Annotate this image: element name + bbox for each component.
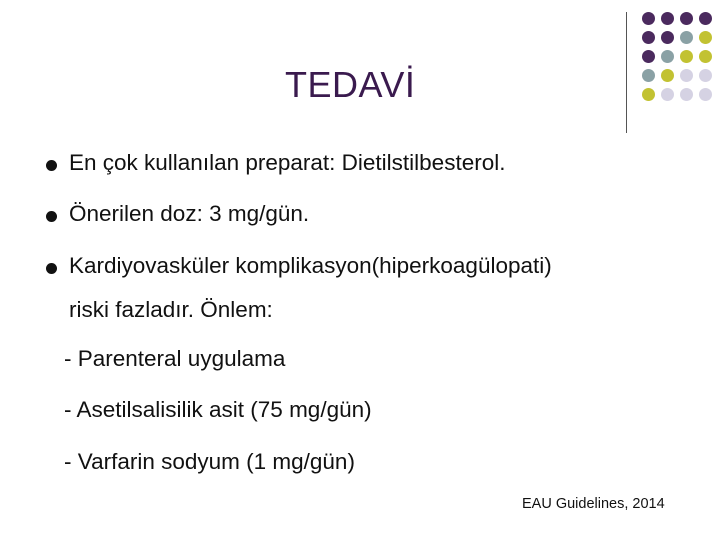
decorative-dot bbox=[699, 69, 712, 82]
bullet-text: En çok kullanılan preparat: Dietilstilbesterol. bbox=[69, 150, 506, 175]
decorative-dot bbox=[680, 12, 693, 25]
decorative-dot bbox=[699, 12, 712, 25]
bullet-dot-icon bbox=[46, 211, 57, 222]
decorative-dot bbox=[661, 50, 674, 63]
decorative-dot bbox=[661, 12, 674, 25]
sub-item-parenteral: - Parenteral uygulama bbox=[64, 346, 286, 371]
bullet-text: Kardiyovasküler komplikasyon(hiperkoagülopati) bbox=[69, 253, 552, 278]
decorative-dot bbox=[661, 88, 674, 101]
sub-item-warfarin: - Varfarin sodyum (1 mg/gün) bbox=[64, 449, 355, 474]
decorative-divider-line bbox=[626, 12, 627, 133]
slide-title: TEDAVİ bbox=[285, 64, 416, 105]
sub-item-aspirin: - Asetilsalisilik asit (75 mg/gün) bbox=[64, 397, 372, 422]
decorative-dot bbox=[680, 88, 693, 101]
decorative-dot bbox=[642, 69, 655, 82]
decorative-dot bbox=[642, 88, 655, 101]
decorative-dot bbox=[661, 31, 674, 44]
decorative-dot bbox=[680, 50, 693, 63]
decorative-dot bbox=[642, 50, 655, 63]
footer-citation: EAU Guidelines, 2014 bbox=[522, 496, 665, 512]
decorative-dot bbox=[699, 31, 712, 44]
decorative-dot bbox=[680, 69, 693, 82]
decorative-dot bbox=[680, 31, 693, 44]
decorative-dot bbox=[699, 50, 712, 63]
decorative-dot bbox=[642, 12, 655, 25]
bullet-dot-icon bbox=[46, 263, 57, 274]
bullet-dot-icon bbox=[46, 160, 57, 171]
bullet-text: Önerilen doz: 3 mg/gün. bbox=[69, 201, 310, 226]
decorative-dot bbox=[661, 69, 674, 82]
decorative-dot bbox=[642, 31, 655, 44]
bullet-continuation: riski fazladır. Önlem: bbox=[69, 297, 273, 322]
decorative-dot bbox=[699, 88, 712, 101]
